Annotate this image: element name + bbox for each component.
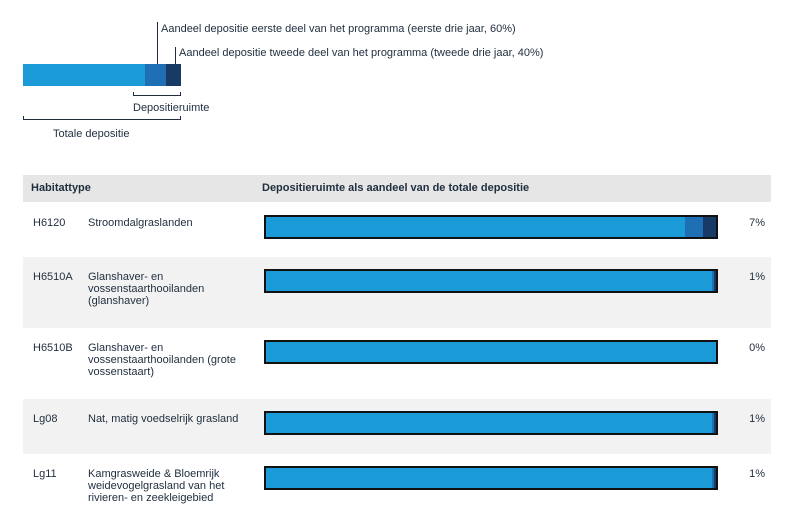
habitat-code: Lg08 xyxy=(33,413,58,425)
legend-label-first: Aandeel depositie eerste deel van het programma (eerste drie jaar, 60%) xyxy=(161,23,516,35)
value-label: 1% xyxy=(749,271,765,283)
table-row xyxy=(23,454,771,524)
bar-segment-deposition xyxy=(266,217,685,237)
total-bracket-left-tick xyxy=(23,116,24,120)
bar-segment-second-part xyxy=(714,413,716,433)
bar-segment-second-part xyxy=(714,271,716,291)
legend-segment-deposition xyxy=(23,64,145,86)
legend-segment-first-part xyxy=(145,64,166,86)
habitat-name: Glanshaver- en vossenstaarthooilanden (grote vossenstaart) xyxy=(88,342,236,378)
bar-segment-deposition xyxy=(266,271,712,291)
habitat-name: Glanshaver- en vossenstaarthooilanden (glanshaver) xyxy=(88,271,205,307)
room-bracket xyxy=(133,95,181,96)
value-label: 7% xyxy=(749,217,765,229)
habitat-code: Lg11 xyxy=(33,468,57,480)
table-row xyxy=(23,399,771,454)
bar-segment-first-part xyxy=(685,217,704,237)
table-header xyxy=(23,175,771,202)
table-row xyxy=(23,203,771,257)
value-label: 1% xyxy=(749,413,765,425)
habitat-code: H6120 xyxy=(33,217,66,229)
habitat-name: Kamgrasweide & Bloemrijk weidevogelgrasland van het rivieren- en zeekleigebied xyxy=(88,468,225,504)
legend-leader-second xyxy=(175,47,176,64)
legend-segment-second-part xyxy=(166,64,181,86)
habitat-name: Stroomdalgraslanden xyxy=(88,217,193,229)
column-header-habitat: Habitattype xyxy=(31,182,91,194)
table-row xyxy=(23,257,771,328)
legend-label-second: Aandeel depositie tweede deel van het programma (tweede drie jaar, 40%) xyxy=(179,47,544,59)
legend-label-total: Totale depositie xyxy=(53,128,130,140)
bar-segment-deposition xyxy=(266,342,716,362)
bar-frame xyxy=(264,215,718,239)
value-label: 0% xyxy=(749,342,765,354)
total-bracket-right-tick xyxy=(180,116,181,120)
legend-leader-first xyxy=(157,22,158,64)
bar-segment-second-part xyxy=(703,217,716,237)
total-bracket xyxy=(23,119,181,120)
legend-label-room: Depositieruimte xyxy=(133,102,210,114)
bar-segment-deposition xyxy=(266,413,712,433)
room-bracket-left-tick xyxy=(133,92,134,96)
habitat-code: H6510A xyxy=(33,271,73,283)
bar-frame xyxy=(264,466,718,490)
table-row xyxy=(23,328,771,399)
habitat-name: Nat, matig voedselrijk grasland xyxy=(88,413,239,425)
habitat-code: H6510B xyxy=(33,342,73,354)
legend-bar xyxy=(23,64,181,86)
column-header-share: Depositieruimte als aandeel van de totale depositie xyxy=(262,182,530,194)
bar-segment-deposition xyxy=(266,468,712,488)
value-label: 1% xyxy=(749,468,765,480)
bar-frame xyxy=(264,269,718,293)
bar-segment-second-part xyxy=(714,468,716,488)
bar-frame xyxy=(264,411,718,435)
room-bracket-right-tick xyxy=(180,92,181,96)
bar-frame xyxy=(264,340,718,364)
